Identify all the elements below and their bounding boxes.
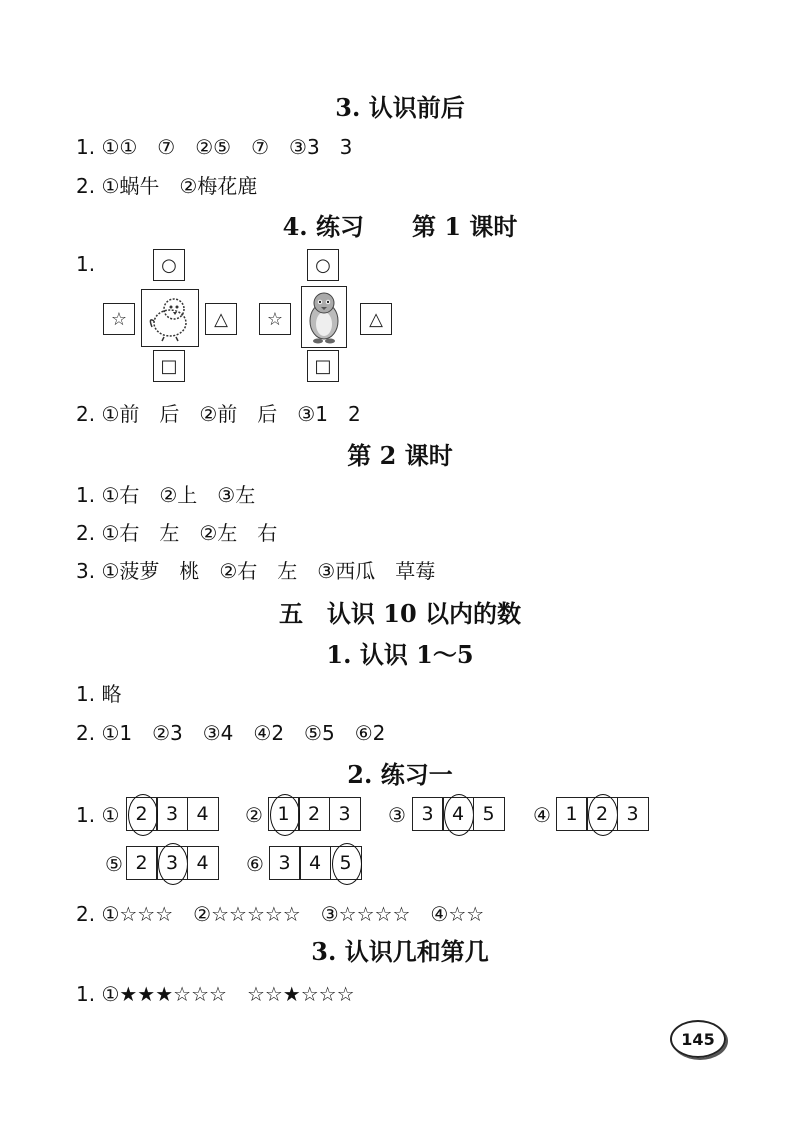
circle-box: ○ [307,249,339,281]
lesson-2-title: 第 2 课时 [347,441,453,470]
answer-line: 1. ①★★★☆☆☆ ☆☆★☆☆☆ [76,982,355,1006]
number-cell: 4 [187,846,219,880]
page-number: 145 [670,1020,726,1058]
number-cell: 1 [556,797,588,831]
answer-number: 1. [76,252,96,276]
number-cell: 3 [269,846,301,880]
number-cell: 3 [156,797,188,831]
number-cell: 2 [126,846,158,880]
number-row [269,797,361,831]
section-title-4: 4. 练习 第 1 课时 [282,212,518,241]
number-cell: 5 [473,797,505,831]
section-title-5-3: 3. 认识几和第几 [311,937,489,966]
number-row [557,797,649,831]
number-row [270,846,362,880]
answer-line: 2. ①前 后 ②前 后 ③1 2 [76,402,361,426]
number-cell: 3 [412,797,444,831]
triangle-box: △ [360,303,392,335]
answer-line: 3. ①菠萝 桃 ②右 左 ③西瓜 草莓 [76,559,436,583]
number-row [413,797,505,831]
number-cell: 3 [617,797,649,831]
circled-number-cell: 2 [126,797,158,831]
answer-line: 2. ①☆☆☆ ②☆☆☆☆☆ ③☆☆☆☆ ④☆☆ [76,902,485,926]
answer-line: 2. ①右 左 ②左 右 [76,521,278,545]
section-title-3: 3. 认识前后 [335,93,465,122]
row-label: ④ [533,803,551,827]
number-cell: 4 [187,797,219,831]
square-box: □ [153,350,185,382]
answer-number: 1. ① [76,803,120,827]
number-cell: 4 [299,846,331,880]
star-box: ☆ [103,303,135,335]
chapter-5-title: 五 认识 10 以内的数 [278,599,522,628]
row-label: ⑤ [105,852,123,876]
circled-number-cell: 3 [156,846,188,880]
penguin-icon [304,289,344,345]
answer-line: 1. ①右 ②上 ③左 [76,483,256,507]
circled-number-cell: 2 [586,797,618,831]
answer-line: 2. ①1 ②3 ③4 ④2 ⑤5 ⑥2 [76,721,386,745]
square-box: □ [307,350,339,382]
number-cell: 3 [329,797,361,831]
row-label: ② [245,803,263,827]
answer-line: 2. ①蜗牛 ②梅花鹿 [76,174,258,198]
number-row [127,797,219,831]
chick-picture [141,289,199,347]
section-title-5-1: 1. 认识 1～5 [326,640,474,669]
section-title-5-2: 2. 练习一 [347,760,453,789]
row-label: ⑥ [246,852,264,876]
chick-icon [144,293,196,343]
triangle-box: △ [205,303,237,335]
number-cell: 2 [298,797,330,831]
number-row [127,846,219,880]
star-box: ☆ [259,303,291,335]
circle-box: ○ [153,249,185,281]
answer-line: 1. ①① ⑦ ②⑤ ⑦ ③3 3 [76,135,353,159]
circled-number-cell: 1 [268,797,300,831]
row-label: ③ [388,803,406,827]
answer-line: 1. 略 [76,682,122,706]
circled-number-cell: 5 [330,846,362,880]
penguin-picture [301,286,347,348]
circled-number-cell: 4 [442,797,474,831]
